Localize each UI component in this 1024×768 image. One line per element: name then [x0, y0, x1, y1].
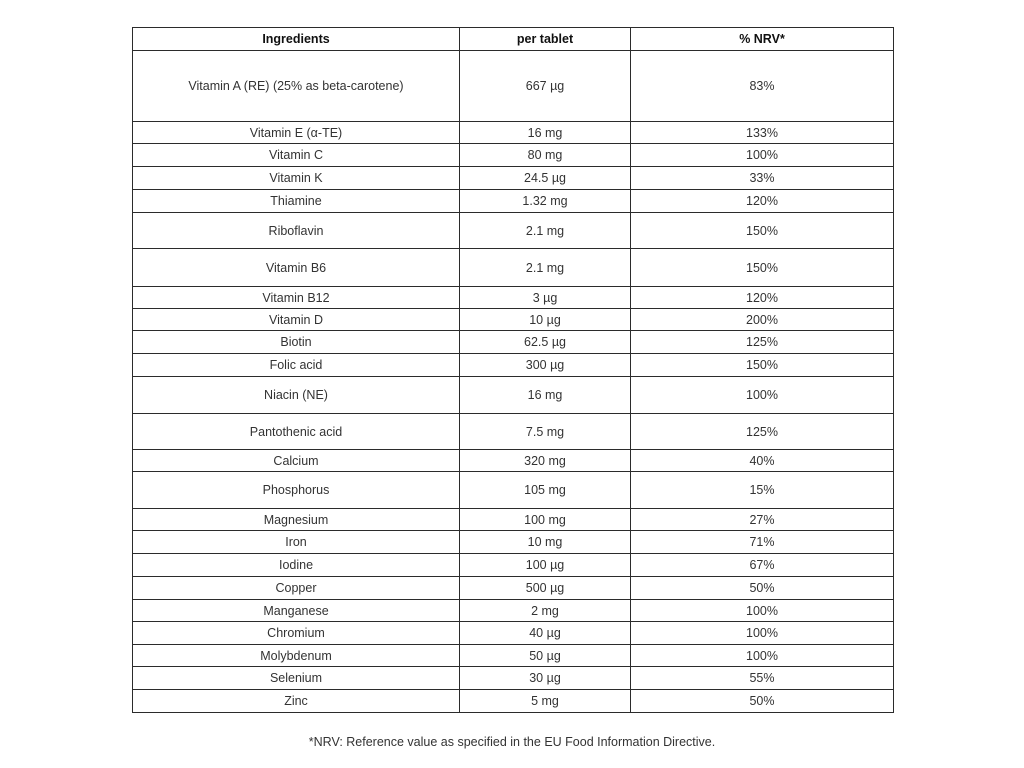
nrv-cell: 125%	[631, 331, 894, 354]
table-row	[133, 287, 894, 309]
column-header-nrv: % NRV*	[631, 28, 894, 51]
table-row	[133, 645, 894, 667]
ingredient-cell: Copper	[133, 577, 460, 600]
column-header-ingredients: Ingredients	[133, 28, 460, 51]
ingredient-cell: Chromium	[133, 622, 460, 645]
ingredient-cell: Iron	[133, 531, 460, 554]
table-row	[133, 622, 894, 645]
ingredient-cell: Zinc	[133, 690, 460, 713]
amount-cell: 100 µg	[460, 554, 631, 577]
table-row	[133, 531, 894, 554]
table-body	[133, 51, 894, 713]
amount-cell: 10 µg	[460, 309, 631, 331]
table-row	[133, 309, 894, 331]
ingredient-cell: Thiamine	[133, 190, 460, 213]
ingredient-cell: Vitamin B12	[133, 287, 460, 309]
nrv-cell: 150%	[631, 213, 894, 249]
header-row	[133, 28, 894, 51]
ingredient-cell: Manganese	[133, 600, 460, 622]
amount-cell: 16 mg	[460, 122, 631, 144]
ingredient-cell: Pantothenic acid	[133, 414, 460, 450]
table-row	[133, 144, 894, 167]
nrv-cell: 200%	[631, 309, 894, 331]
table-row	[133, 331, 894, 354]
amount-cell: 2.1 mg	[460, 249, 631, 287]
table-row	[133, 122, 894, 144]
table-row	[133, 600, 894, 622]
ingredient-cell: Vitamin B6	[133, 249, 460, 287]
nrv-cell: 50%	[631, 577, 894, 600]
ingredient-cell: Riboflavin	[133, 213, 460, 249]
ingredient-cell: Magnesium	[133, 509, 460, 531]
amount-cell: 30 µg	[460, 667, 631, 690]
table-row	[133, 213, 894, 249]
amount-cell: 300 µg	[460, 354, 631, 377]
amount-cell: 16 mg	[460, 377, 631, 414]
nrv-cell: 71%	[631, 531, 894, 554]
table-row	[133, 577, 894, 600]
ingredient-cell: Selenium	[133, 667, 460, 690]
table-row	[133, 51, 894, 122]
amount-cell: 2 mg	[460, 600, 631, 622]
nrv-cell: 150%	[631, 354, 894, 377]
ingredient-cell: Vitamin D	[133, 309, 460, 331]
ingredient-cell: Vitamin C	[133, 144, 460, 167]
table-row	[133, 472, 894, 509]
nutrition-table	[132, 27, 894, 713]
nrv-cell: 120%	[631, 287, 894, 309]
ingredient-cell: Vitamin K	[133, 167, 460, 190]
ingredient-cell: Vitamin A (RE) (25% as beta-carotene)	[133, 51, 460, 122]
ingredient-cell: Vitamin E (α-TE)	[133, 122, 460, 144]
amount-cell: 50 µg	[460, 645, 631, 667]
ingredient-cell: Molybdenum	[133, 645, 460, 667]
nrv-cell: 83%	[631, 51, 894, 122]
ingredient-cell: Iodine	[133, 554, 460, 577]
nrv-cell: 125%	[631, 414, 894, 450]
amount-cell: 62.5 µg	[460, 331, 631, 354]
ingredient-cell: Calcium	[133, 450, 460, 472]
amount-cell: 80 mg	[460, 144, 631, 167]
amount-cell: 1.32 mg	[460, 190, 631, 213]
table-row	[133, 667, 894, 690]
ingredient-cell: Phosphorus	[133, 472, 460, 509]
nrv-cell: 27%	[631, 509, 894, 531]
amount-cell: 7.5 mg	[460, 414, 631, 450]
table-row	[133, 190, 894, 213]
table-row	[133, 554, 894, 577]
ingredient-cell: Folic acid	[133, 354, 460, 377]
table-row	[133, 377, 894, 414]
amount-cell: 2.1 mg	[460, 213, 631, 249]
amount-cell: 500 µg	[460, 577, 631, 600]
nrv-cell: 100%	[631, 377, 894, 414]
column-header-per-tablet: per tablet	[460, 28, 631, 51]
nrv-cell: 100%	[631, 645, 894, 667]
nrv-cell: 100%	[631, 144, 894, 167]
nrv-cell: 133%	[631, 122, 894, 144]
nrv-cell: 150%	[631, 249, 894, 287]
table-header	[133, 28, 894, 51]
amount-cell: 320 mg	[460, 450, 631, 472]
table-row	[133, 450, 894, 472]
nrv-cell: 55%	[631, 667, 894, 690]
amount-cell: 100 mg	[460, 509, 631, 531]
ingredient-cell: Niacin (NE)	[133, 377, 460, 414]
nrv-cell: 67%	[631, 554, 894, 577]
nrv-cell: 33%	[631, 167, 894, 190]
amount-cell: 10 mg	[460, 531, 631, 554]
nrv-cell: 100%	[631, 622, 894, 645]
amount-cell: 5 mg	[460, 690, 631, 713]
nrv-cell: 120%	[631, 190, 894, 213]
amount-cell: 105 mg	[460, 472, 631, 509]
table-row	[133, 354, 894, 377]
nrv-cell: 100%	[631, 600, 894, 622]
nrv-cell: 15%	[631, 472, 894, 509]
amount-cell: 24.5 µg	[460, 167, 631, 190]
amount-cell: 3 µg	[460, 287, 631, 309]
table-row	[133, 509, 894, 531]
table-row	[133, 414, 894, 450]
nrv-cell: 50%	[631, 690, 894, 713]
amount-cell: 667 µg	[460, 51, 631, 122]
nrv-footnote: *NRV: Reference value as specified in the EU Food Information Directive.	[308, 735, 716, 749]
ingredient-cell: Biotin	[133, 331, 460, 354]
table-row	[133, 690, 894, 713]
nrv-cell: 40%	[631, 450, 894, 472]
amount-cell: 40 µg	[460, 622, 631, 645]
table-row	[133, 167, 894, 190]
table-row	[133, 249, 894, 287]
